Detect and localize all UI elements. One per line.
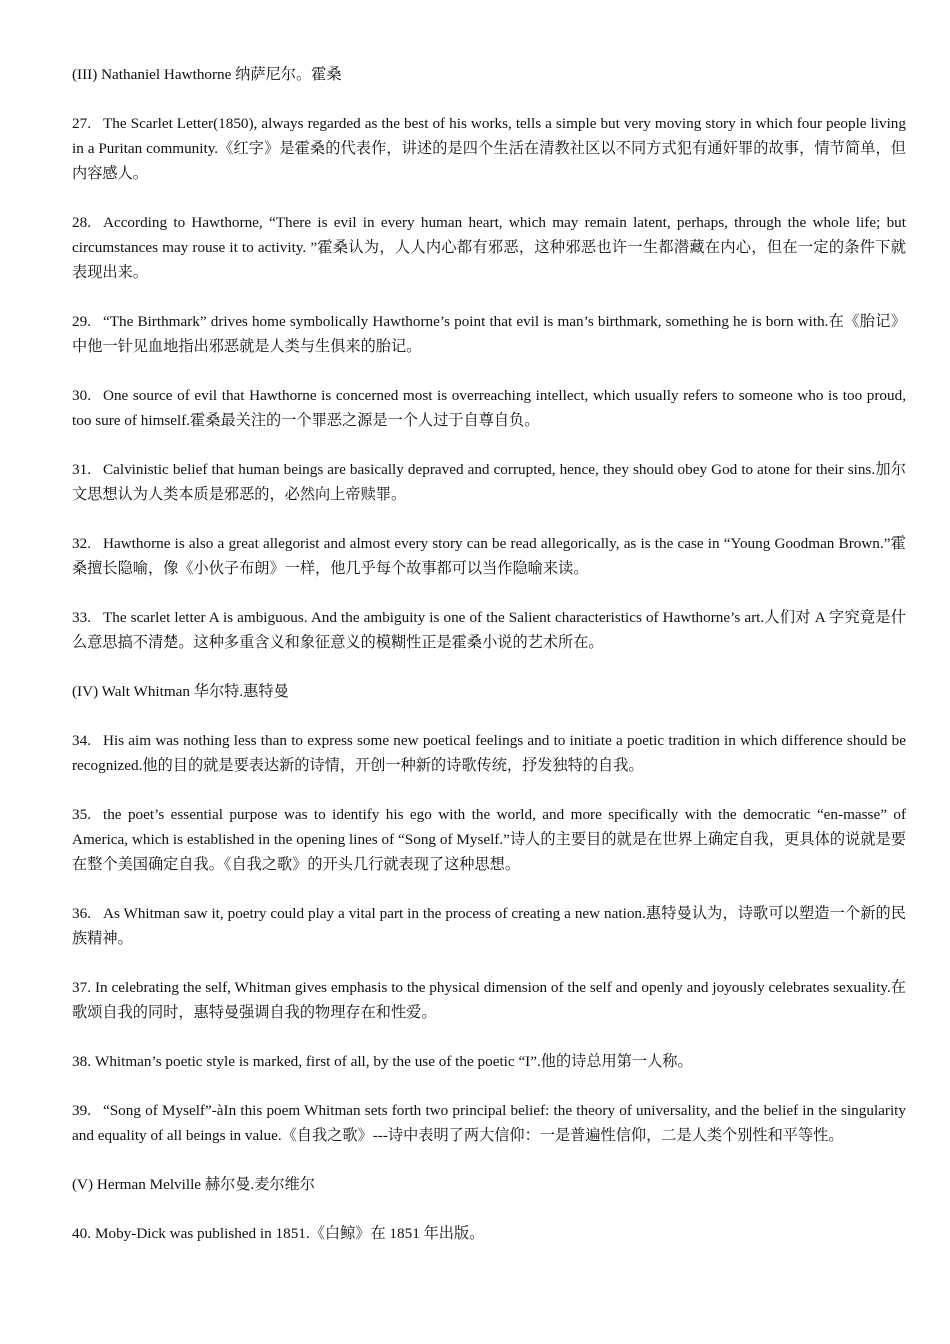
item-text: the poet’s essential purpose was to identify his ego with the world, and more specifically with the democratic “en-masse” of America, which is established in the opening lines of “Song of Myself.”诗人的主要目的就是在世界上确定自我，更具体的说就是要在整个美国确定自我。《自我之歌》的开头几行就表现了这种思想。: [72, 806, 906, 873]
item-number: 35.: [72, 806, 91, 823]
item-number: 40.: [72, 1225, 91, 1242]
item-text: The Scarlet Letter(1850), always regarded as the best of his works, tells a simple but very moving story in which four people living in a Puritan community.《红字》是霍桑的代表作，讲述的是四个生活在清教社区以不同方式犯有通奸罪的故事，情节简单，但内容感人。: [72, 115, 906, 182]
list-item: [72, 728, 906, 778]
item-text: Hawthorne is also a great allegorist and almost every story can be read allegorically, as is the case in “Young Goodman Brown.”霍桑擅长隐喻，像《小伙子布朗》一样，他几乎每个故事都可以当作隐喻来读。: [72, 535, 906, 577]
list-item: [72, 457, 906, 507]
list-item: [72, 309, 906, 359]
item-number: 33.: [72, 609, 91, 626]
item-number: 37.: [72, 979, 91, 996]
list-item: [72, 1098, 906, 1148]
item-number: 34.: [72, 732, 91, 749]
list-item: [72, 802, 906, 877]
list-item: [72, 605, 906, 655]
item-text: The scarlet letter A is ambiguous. And the ambiguity is one of the Salient characteristics of Hawthorne’s art.人们对 A 字究竟是什么意思搞不清楚。这种多重含义和象征意义的模糊性正是霍桑小说的艺术所在。: [72, 609, 906, 651]
item-number: 30.: [72, 387, 91, 404]
list-item: [72, 1049, 906, 1074]
list-item: [72, 1221, 906, 1246]
item-text: One source of evil that Hawthorne is concerned most is overreaching intellect, which usually refers to someone who is too proud, too sure of himself.霍桑最关注的一个罪恶之源是一个人过于自尊自负。: [72, 387, 906, 429]
item-text: Moby-Dick was published in 1851.《白鲸》在 1851 年出版。: [94, 1225, 485, 1242]
item-text: Calvinistic belief that human beings are basically depraved and corrupted, hence, they should obey God to atone for their sins.加尔文思想认为人类本质是邪恶的，必然向上帝赎罪。: [72, 461, 906, 503]
list-item: [72, 975, 906, 1025]
item-number: 36.: [72, 905, 91, 922]
item-number: 27.: [72, 115, 91, 132]
document-page: [72, 62, 906, 1270]
list-item: [72, 531, 906, 581]
item-text: In celebrating the self, Whitman gives emphasis to the physical dimension of the self and openly and joyously celebrates sexuality.在歌颂自我的同时，惠特曼强调自我的物理存在和性爱。: [72, 979, 906, 1021]
list-item: [72, 383, 906, 433]
item-number: 29.: [72, 313, 91, 330]
item-text: “The Birthmark” drives home symbolically Hawthorne’s point that evil is man’s birthmark, something he is born with.在《胎记》中他一针见血地指出邪恶就是人类与生俱来的胎记。: [72, 313, 906, 355]
item-text: According to Hawthorne, “There is evil in every human heart, which may remain latent, perhaps, through the whole life; but circumstances may rouse it to activity. ”霍桑认为，人人内心都有邪恶，这种邪恶也许一生都潜藏在内心，但在一定的条件下就表现出来。: [72, 214, 906, 281]
item-number: 39.: [72, 1102, 91, 1119]
item-text: Whitman’s poetic style is marked, first of all, by the use of the poetic “I”.他的诗总用第一人称。: [94, 1053, 693, 1070]
item-number: 31.: [72, 461, 91, 478]
item-number: 28.: [72, 214, 91, 231]
section-heading-whitman: (IV) Walt Whitman 华尔特.惠特曼: [72, 683, 289, 700]
item-text: “Song of Myself”-àIn this poem Whitman sets forth two principal belief: the theory of universality, and the belief in the singularity and equality of all beings in value.《自我之歌》---诗中表明了两大信仰：一是普遍性信仰，二是人类个别性和平等性。: [72, 1102, 906, 1144]
list-item: [72, 901, 906, 951]
list-item: [72, 210, 906, 285]
section-heading-melville: (V) Herman Melville 赫尔曼.麦尔维尔: [72, 1176, 315, 1193]
section-heading-hawthorne: (III) Nathaniel Hawthorne 纳萨尼尔。霍桑: [72, 66, 342, 83]
list-item: [72, 111, 906, 186]
item-text: As Whitman saw it, poetry could play a vital part in the process of creating a new nation.惠特曼认为，诗歌可以塑造一个新的民族精神。: [72, 905, 906, 947]
item-text: His aim was nothing less than to express some new poetical feelings and to initiate a poetic tradition in which difference should be recognized.他的目的就是要表达新的诗情，开创一种新的诗歌传统，抒发独特的自我。: [72, 732, 906, 774]
item-number: 38.: [72, 1053, 91, 1070]
item-number: 32.: [72, 535, 91, 552]
